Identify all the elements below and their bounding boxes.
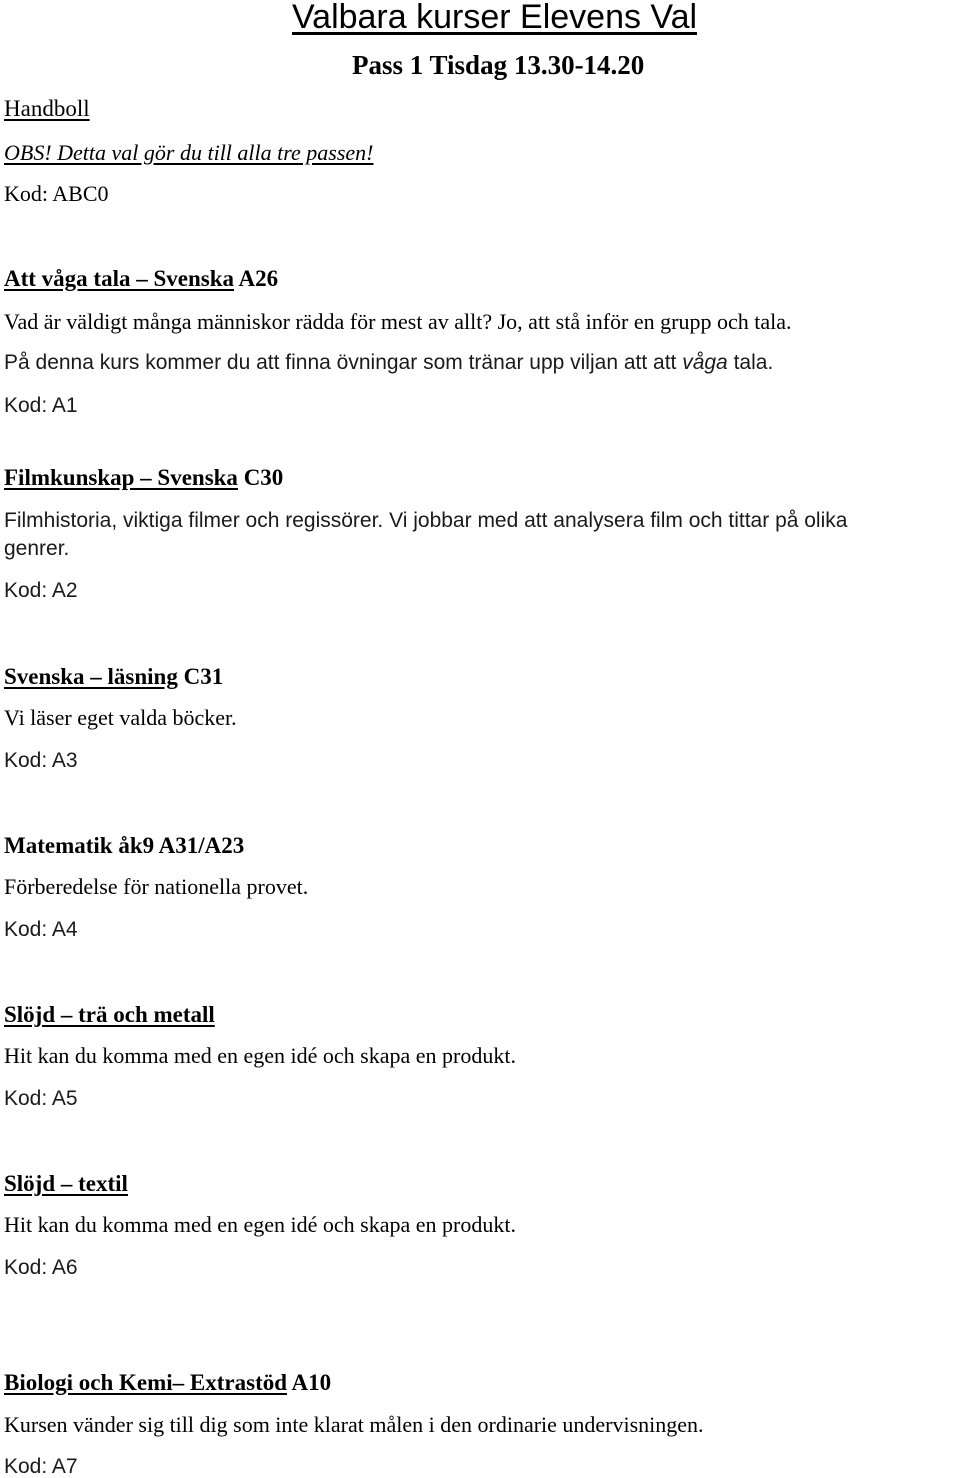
course-title-att-vaga-tala	[4, 267, 278, 290]
course-title-biologi-kemi	[4, 1371, 331, 1394]
course-title-slojd-textil	[4, 1172, 128, 1195]
course-code: Kod: A1	[4, 394, 78, 417]
course-code: Kod: A3	[4, 749, 78, 772]
course-title-filmkunskap	[4, 466, 283, 489]
course-title-matematik	[4, 834, 244, 857]
course-desc: Förberedelse för nationella provet.	[4, 874, 309, 899]
course-room: C31	[183, 664, 224, 689]
course-title-text: Svenska – läsning	[4, 664, 178, 689]
course-title-text: Handboll	[4, 96, 90, 121]
course-title-text: Filmkunskap – Svenska	[4, 465, 238, 490]
course-desc: Vi läser eget valda böcker.	[4, 705, 237, 730]
course-code: Kod: A4	[4, 918, 78, 941]
course-code-handboll: Kod: ABC0	[4, 181, 109, 206]
course-desc-line: genrer.	[4, 537, 70, 560]
course-room: C30	[243, 465, 284, 490]
course-title-slojd-tra	[4, 1003, 215, 1026]
course-desc-line: Filmhistoria, viktiga filmer och regissörer. Vi jobbar med att analysera film och tittar på olika	[4, 509, 848, 532]
desc-text: På denna kurs kommer du att finna övningar som tränar upp viljan att att	[4, 351, 683, 374]
course-room: A26	[238, 266, 279, 291]
course-desc: Kursen vänder sig till dig som inte klarat målen i den ordinarie undervisningen.	[4, 1412, 704, 1437]
course-title-text: Att våga tala – Svenska	[4, 266, 235, 291]
course-title-text: Slöjd – textil	[4, 1171, 128, 1196]
course-desc-line: Vad är väldigt många människor rädda för mest av allt? Jo, att stå inför en grupp och tala.	[4, 309, 792, 334]
course-title-text: Slöjd – trä och metall	[4, 1002, 215, 1027]
course-code: Kod: A7	[4, 1455, 78, 1478]
course-code: Kod: A6	[4, 1256, 78, 1279]
page-subtitle: Pass 1 Tisdag 13.30-14.20	[352, 50, 645, 80]
desc-text: tala.	[727, 351, 774, 374]
course-desc: Hit kan du komma med en egen idé och skapa en produkt.	[4, 1212, 516, 1237]
course-title-text: Biologi och Kemi– Extrastöd	[4, 1370, 288, 1395]
course-desc-line	[4, 352, 773, 373]
desc-emphasis: våga	[682, 351, 728, 374]
course-note-handboll	[4, 142, 373, 164]
course-code: Kod: A2	[4, 579, 78, 602]
course-code: Kod: A5	[4, 1087, 78, 1110]
obs-note: OBS! Detta val gör du till alla tre passen!	[4, 140, 374, 165]
course-title-text: Matematik åk9 A31/A23	[4, 833, 245, 858]
course-desc: Hit kan du komma med en egen idé och skapa en produkt.	[4, 1043, 516, 1068]
course-title-handboll	[4, 97, 90, 120]
course-title-svenska-lasning	[4, 665, 223, 688]
page-title: Valbara kurser Elevens Val	[292, 0, 698, 36]
course-room: A10	[291, 1370, 332, 1395]
